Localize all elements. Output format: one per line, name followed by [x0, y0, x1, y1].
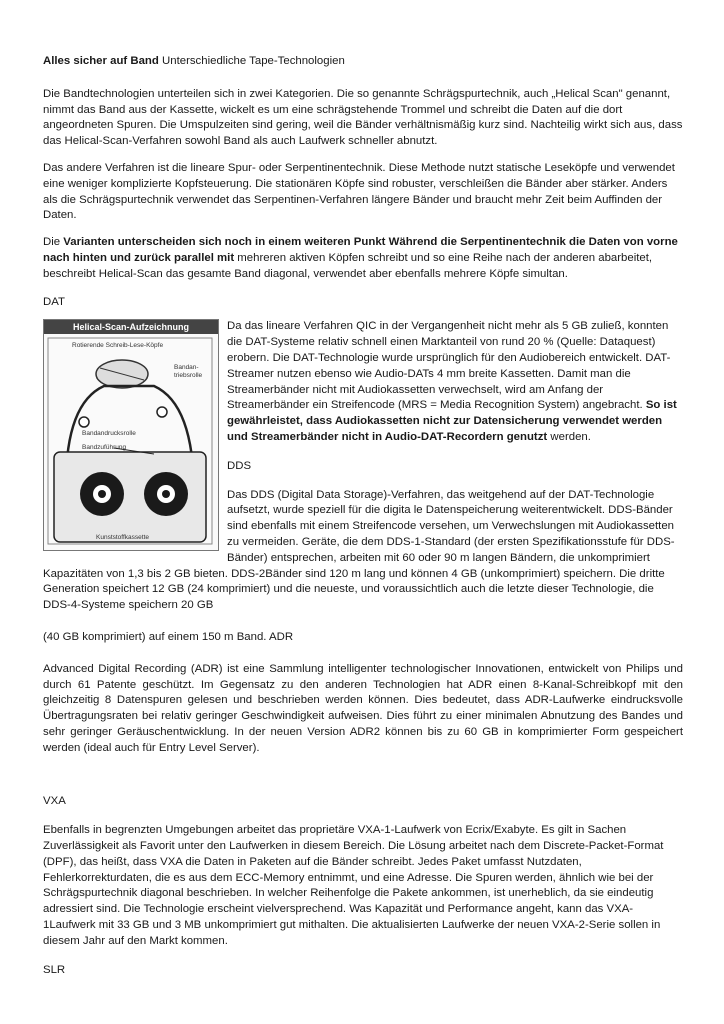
label-guide: Bandzuführung — [82, 444, 127, 452]
vxa-paragraph: Ebenfalls in begrenzten Umgebungen arbeitet das proprietäre VXA-1-Laufwerk von Ecrix/Exabyte. Es gilt in Sachen Zuverlässigkeit als Favorit unter den Laufwerken in diesem Bereich. Die Lösung arbeitet nach dem Discrete-Packet-Format (DPF), das heißt, dass VXA die Daten in Paketen auf die Bänder schreibt. Jedes Paket umfasst Nutzdaten, Fehlerkorrekturdaten, die es aus dem ECC-Memory entnimmt, und eine Adresse. Die Spuren werden, ähnlich wie bei der Schrägspurtechnik diagonal beschrieben. In welcher Reihenfolge die Pakete ankommen, ist unerheblich, da sie eindeutig adressiert sind. Die Technologie erscheint vielversprechend. Was Kapazität und Performance angeht, kann das VXA-1Laufwerk mit 33 GB und 3 MB unkomprimiert gut mithalten. Die aktualisierten Laufwerke der neuen VXA-2-Serie sollen in diesem Jahr auf den Markt kommen. — [43, 824, 664, 947]
helical-scan-figure — [43, 319, 219, 551]
dat-text-pre: Da das lineare Verfahren QIC in der Vergangenheit nicht mehr als 5 GB zuließ, konnten die DAT-Systeme relativ schnell einen Marktanteil von rund 20 % (Quelle: Dataquest) erobern. Die DAT-Technologie wurde ursprünglich für den Audiobereich entwickelt. DAT-Streamer nutzen ebenso wie Audio-DATs 4 mm breite Kassetten. Damit man die Streamerbänder nicht mit Audiokassetten verwechselt, wird am Anfang der Streamerbänder ein Streifencode (MRS = Media Recognition System) angebracht. — [227, 320, 671, 412]
intro-paragraph-1: Die Bandtechnologien unterteilen sich in zwei Kategorien. Die so genannte Schrägspurtechnik, auch „Helical Scan" genannt, nimmt das Band aus der Kassette, wickelt es um eine schrägstehende Trommel und schreibt die Daten auf die dort angeordneten Spuren. Die Umspulzeiten sind gering, weil die Bänder verhältnismäßig kurz sind. Nachteilig wirkt sich aus, dass das Helical-Scan-Verfahren sowohl Band als auch Laufwerk schneller abnutzt. — [43, 87, 683, 148]
intro-paragraph-2: Das andere Verfahren ist die lineare Spur- oder Serpentinentechnik. Diese Methode nutzt statische Leseköpfe und verwendet eine weniger komplizierte Kopfsteuerung. Die stationären Köpfe sind robuster, verschleißen die Bänder aber stärker. Anders als die Schrägspurtechnik verwendet das Serpentinen-Verfahren längere Bänder und braucht mehr Zeit beim Auffinden der Daten. — [43, 161, 675, 222]
label-capstan: Bandandrucksrolle — [82, 430, 136, 438]
vxa-heading: VXA — [43, 795, 66, 808]
dat-heading: DAT — [43, 295, 65, 308]
title-rest: Unterschiedliche Tape-Technologien — [158, 55, 345, 67]
page-title — [43, 54, 683, 70]
intro-p3-post: mehreren aktiven Köpfen schreibt und so eine Reihe nach der anderen abarbeitet, beschreibt Helical-Scan das gesamte Band diagonal, verwendet aber ebenfalls mehrere Köpfe simultan. — [43, 251, 653, 280]
label-drive: Bandan- triebsrolle — [174, 364, 203, 380]
intro-paragraph-3 — [43, 235, 683, 282]
adr-paragraph: Advanced Digital Recording (ADR) ist eine Sammlung intelligenter technologischer Innovationen, entwickelt von Philips und durch 61 Patente geschützt. Im Gegensatz zu den anderen Technologien hat ADR einen 8-Kanal-Schreibkopf mit den gleichzeitig 8 Datenspuren gelesen und beschrieben werden können. Dies bedeutet, dass ADR-Laufwerke eindrucksvolle Übertragungsraten bei relativ geringer Geschwindigkeit aufweisen. Dies führt zu einer minimalen Abnutzung des Bandes und sehr geringer Geräuschentwicklung. In der neuen Version ADR2 können bis zu 60 GB in komprimierter Form gespeichert werden (ideal auch für Entry Level Server). — [43, 662, 683, 754]
document-page — [43, 48, 683, 978]
slr-heading: SLR — [43, 963, 66, 976]
intro-p3-pre: Die — [43, 236, 64, 249]
dat-text-bold: So ist gewährleistet, dass Audiokassetten nicht zur Datensicherung verwendet werden und Streamerbänder nicht in Audio-DAT-Recordern genutzt — [227, 399, 677, 443]
dds-paragraph: Das DDS (Digital Data Storage)-Verfahren, das weitgehend auf der DAT-Technologie aufsetzt, wurde speziell für die digita le Datenspeicherung weiterentwickelt. DDS-Bänder sind ebenfalls mit einem Streifencode versehen, um Verwechslungen mit Audiokassetten zu vermeiden. Geräte, die dem DDS-1-Standard (der ersten Spezifikationsstufe für DDS-Bänder) entsprechen, arbeiten mit 60 oder 90 m langen Bändern, die unkomprimiert Kapazitäten von 1,3 bis 2 GB bieten. DDS-2Bänder sind 120 m lang und können 4 GB (unkomprimiert) speichern. Die dritte Generation speichert 12 GB (24 komprimiert) und die neueste, und voraussichtlich auch die letzte dieser Technologie, die DDS-4-Systeme speichern 20 GB — [43, 488, 675, 612]
label-heads: Rotierende Schreib-Lese-Köpfe — [72, 342, 164, 350]
dat-text-post: werden. — [547, 430, 591, 443]
title-bold: Alles sicher auf Band — [43, 55, 159, 67]
dds-heading: DDS — [227, 459, 252, 472]
label-cassette: Kunststoffkassette — [96, 534, 149, 542]
intro-p3-bold: Varianten unterscheiden sich noch in einem weiteren Punkt Während die Serpentinentechnik die Daten von vorne nach hinten und zurück parallel mit — [43, 236, 678, 264]
figure-title: Helical-Scan-Aufzeichnung — [44, 320, 218, 334]
dds-continuation: (40 GB komprimiert) auf einem 150 m Band. ADR — [43, 630, 294, 643]
